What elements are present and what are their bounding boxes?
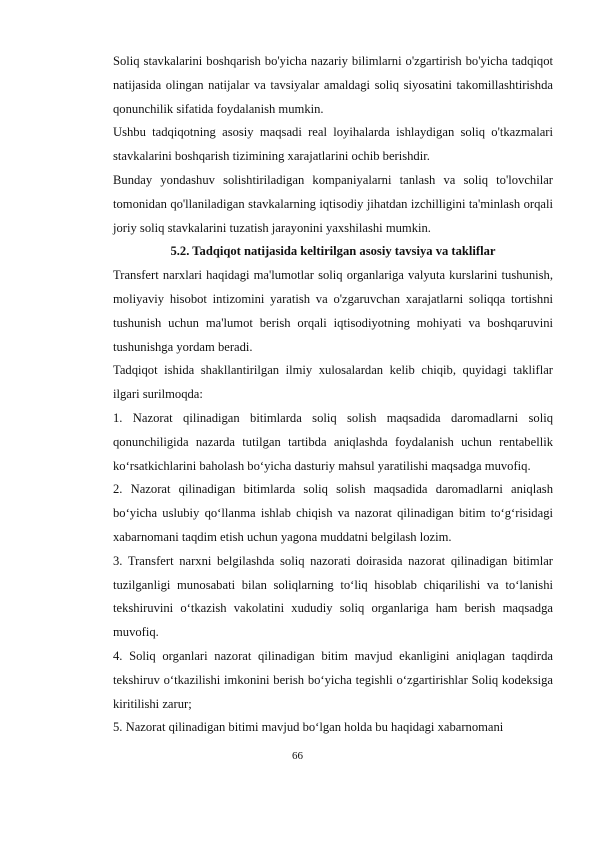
paragraph: Ushbu tadqiqotning asosiy maqsadi real loyihalarda ishlaydigan soliq o'tkazmalari stavkalarini boshqarish tizimining xarajatlarini ochib berishdir. — [113, 125, 553, 164]
paragraph: Bunday yondashuv solishtiriladigan kompaniyalarni tanlash va soliq to'lovchilar tomonidan qo'llaniladigan stavkalarning iqtisodiy jihatdan izchilligini ta'minlash orqali joriy soliq stavkalarini tuzatish jarayonini yaxshilashi mumkin. — [113, 172, 553, 235]
list-item-3: 3. Transfert narxni belgilashda soliq nazorati doirasida nazorat qilinadigan bitimlar tuzilganligi munosabati bilan soliqlarning to‘liq hisoblab chiqarilishi va to‘lanishi tekshiruvini o‘tkazish vakolatini xududiy soliq organlariga ham berish maqsadga muvofiq. — [113, 553, 553, 640]
paragraph: Tadqiqot ishida shakllantirilgan ilmiy xulosalardan kelib chiqib, quyidagi takliflar ilgari surilmoqda: — [113, 363, 553, 402]
paragraph: Soliq stavkalarini boshqarish bo'yicha nazariy bilimlarni o'zgartirish bo'yicha tadqiqot natijasida olingan natijalar va tavsiyalar amaldagi soliq siyosatini takomillashtirishda qonunchilik sifatida foydalanish mumkin. — [113, 54, 553, 116]
list-item-5: 5. Nazorat qilinadigan bitimi mavjud bo‘lgan holda bu haqidagi xabarnomani — [113, 720, 504, 735]
section-heading: 5.2. Tadqiqot natijasida keltirilgan asosiy tavsiya va takliflar — [170, 244, 496, 259]
document-page — [113, 50, 553, 740]
page-number: 66 — [292, 750, 303, 762]
list-item-1: 1. Nazorat qilinadigan bitimlarda soliq solish maqsadida daromadlarni soliq qonunchiligida nazarda tutilgan tartibda aniqlashda foydalanish uchun rentabellik ko‘rsatkichlarini baholash bo‘yicha dasturiy mahsul yaratilishi maqsadga muvofiq. — [113, 410, 553, 473]
paragraph: Transfert narxlari haqidagi ma'lumotlar soliq organlariga valyuta kurslarini tushunish, moliyaviy hisobot intizomini yaratish va o'zgaruvchan xarajatlarni soliqqa tortishni tushunish uchun ma'lumot berish orqali iqtisodiyotning mohiyati va boshqaruvini tushunishga yordam beradi. — [113, 268, 553, 354]
list-item-2: 2. Nazorat qilinadigan bitimlarda soliq solish maqsadida daromadlarni aniqlash bo‘yicha uslubiy qo‘llanma ishlab chiqish va nazorat qilinadigan bitim to‘g‘risidagi xabarnomani taqdim etish uchun yagona muddatni belgilash lozim. — [113, 482, 553, 544]
list-item-4: 4. Soliq organlari nazorat qilinadigan bitim mavjud ekanligini aniqlagan taqdirda tekshiruv o‘tkazilishi imkonini berish bo‘yicha tegishli o‘zgartirishlar Soliq kodeksiga kiritilishi zarur; — [113, 648, 553, 711]
